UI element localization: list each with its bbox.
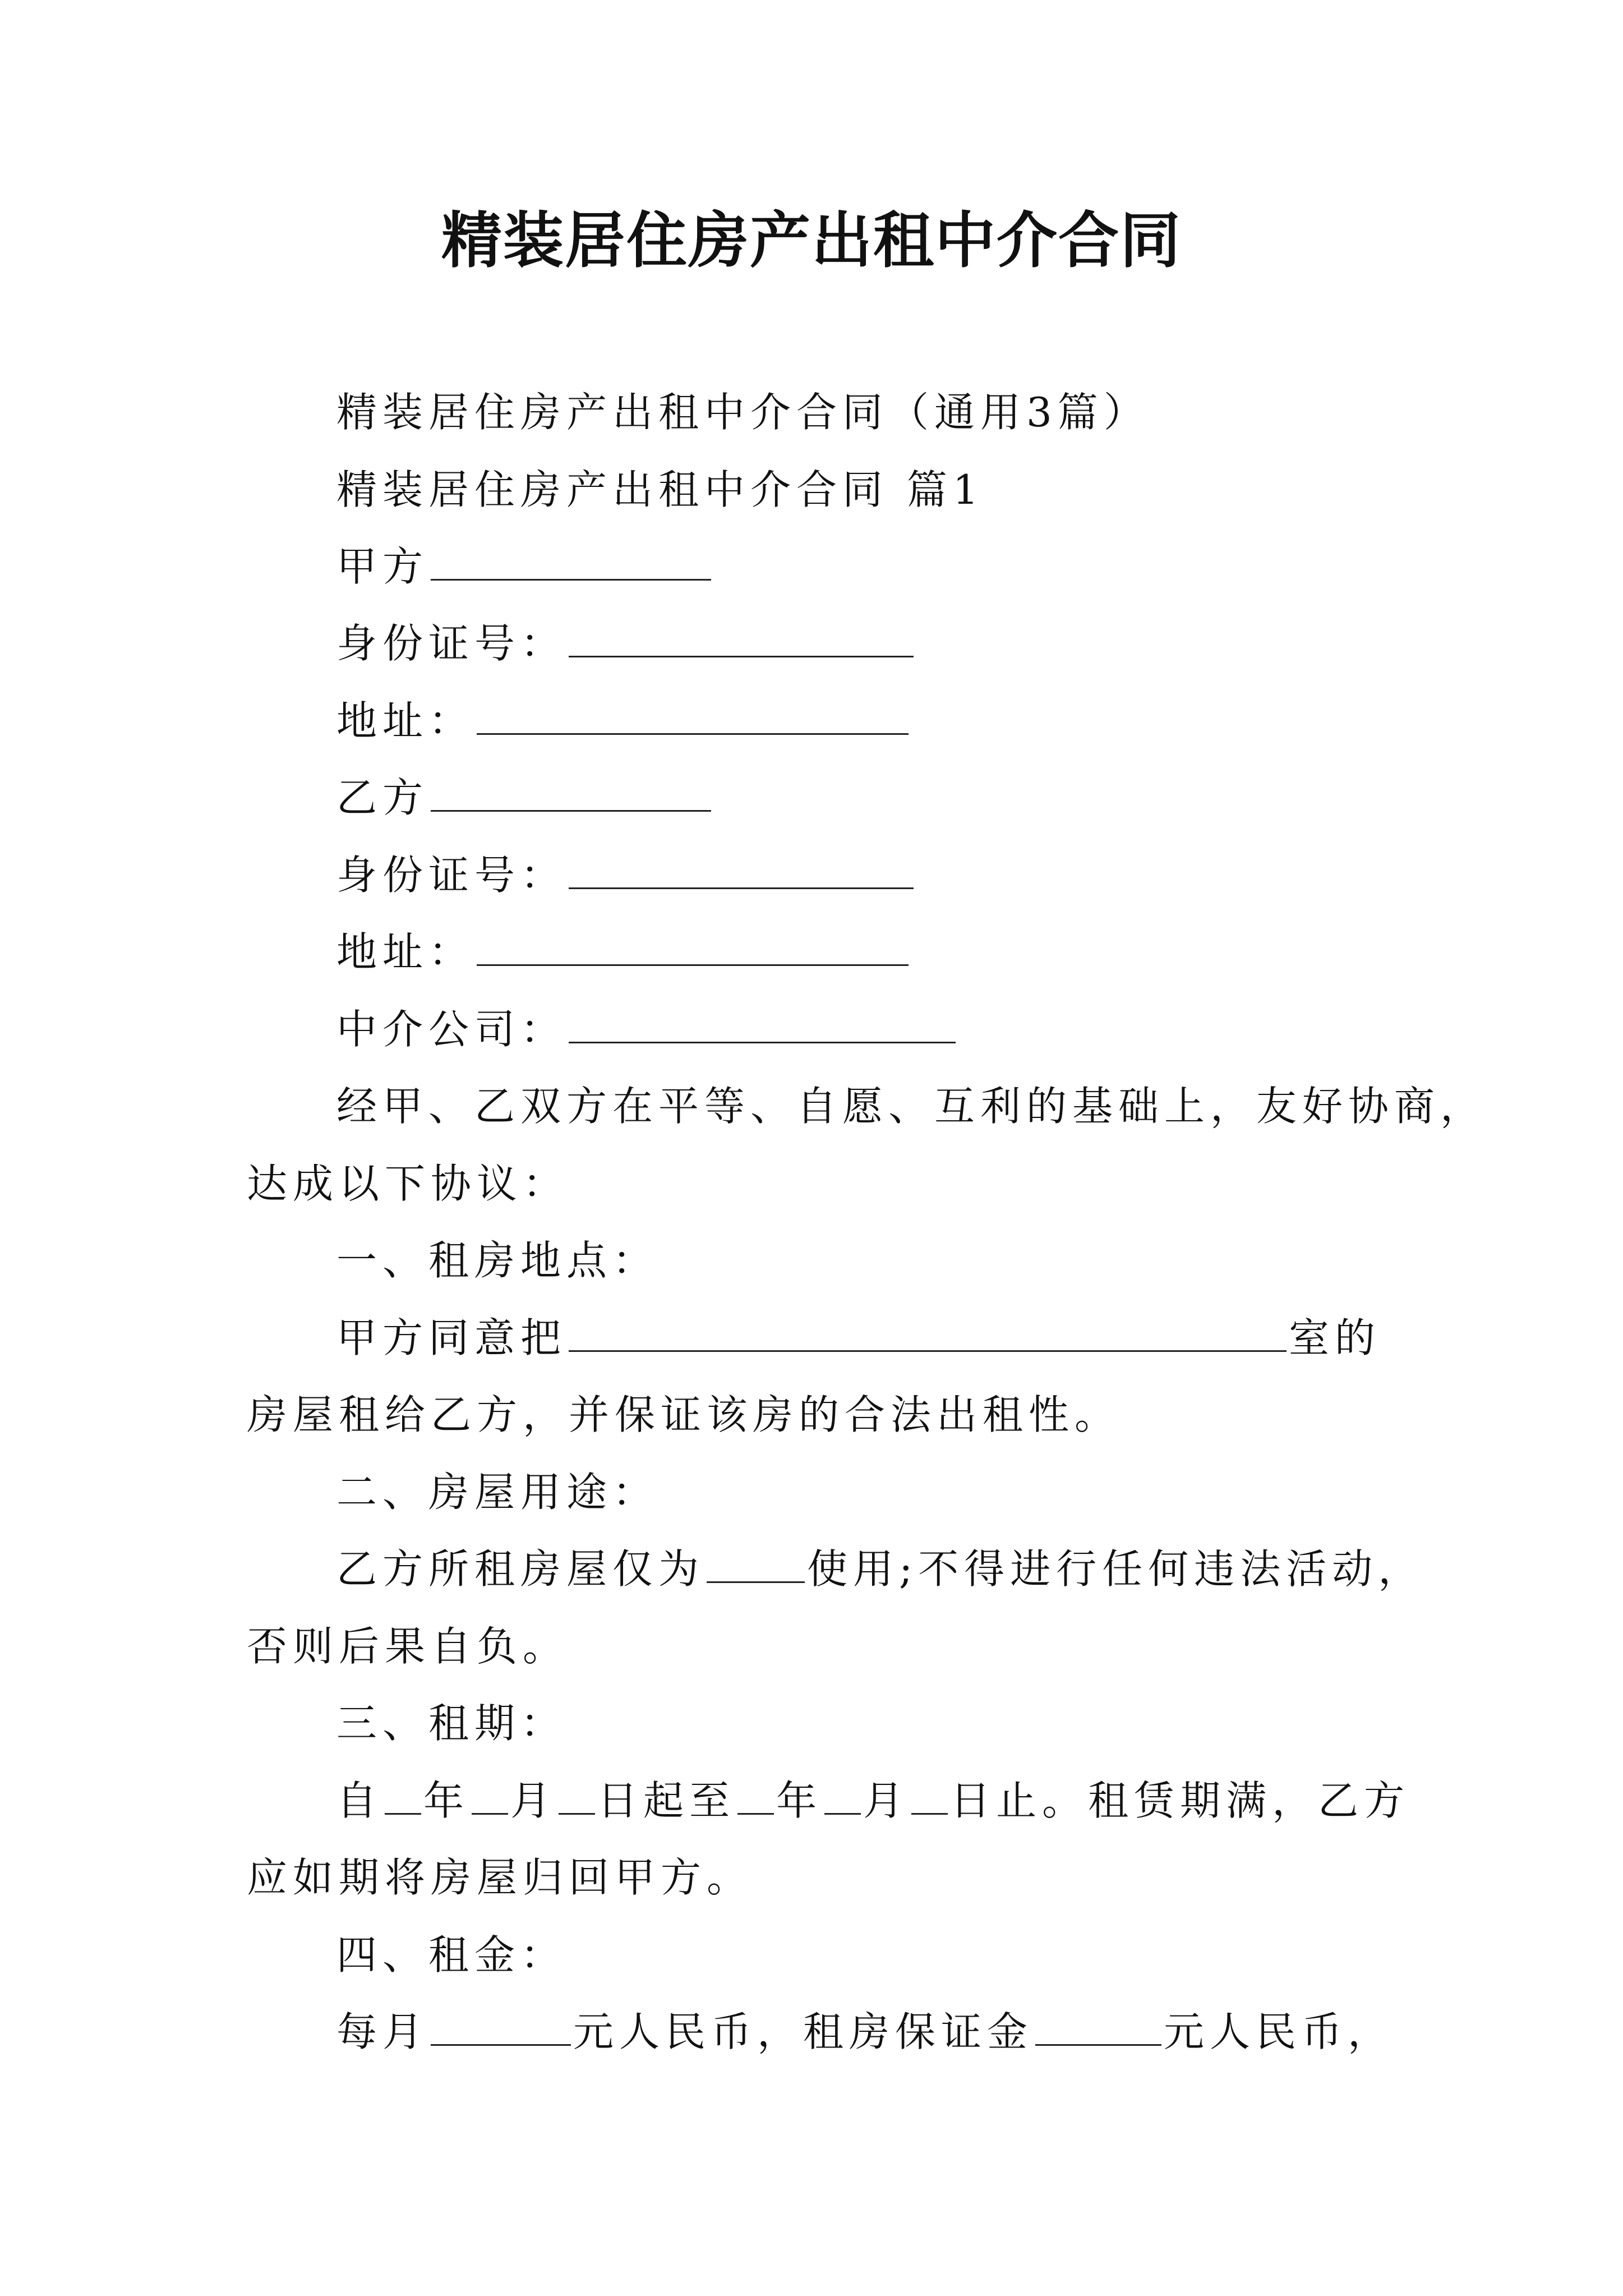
start-year-blank (385, 1774, 421, 1815)
monthly-rent-blank (431, 2005, 571, 2046)
party-b-id-blank (569, 848, 914, 889)
party-b-id-label: 身份证号： (336, 852, 567, 899)
party-a-id-label: 身份证号： (336, 620, 567, 667)
end-year-label: 年 (776, 1777, 823, 1824)
party-a-address-blank (477, 694, 909, 735)
usage-blank (707, 1542, 805, 1583)
monthly-rent-label: 每月 (336, 2008, 429, 2055)
clause-2-heading: 二、房屋用途： (336, 1469, 659, 1516)
clause-1-text-b: 室的 (1289, 1314, 1381, 1361)
agency-line (336, 1001, 958, 1057)
agency-blank (569, 1002, 956, 1043)
end-month-label: 月 (863, 1777, 910, 1824)
party-a-address-label: 地址： (336, 697, 475, 744)
clause-2-line-1 (336, 1541, 1424, 1597)
party-a-line (336, 539, 713, 595)
clause-4-line-1 (336, 2004, 1394, 2060)
start-month-label: 月 (510, 1777, 557, 1824)
party-b-blank (431, 771, 711, 812)
party-b-id-line (336, 847, 916, 903)
lease-from-label: 自 (336, 1777, 383, 1824)
subtitle-line: 精装居住房产出租中介合同（通用3篇） (336, 389, 1150, 436)
deposit-label: 元人民币，租房保证金 (573, 2008, 1034, 2055)
clause-1-heading: 一、租房地点： (336, 1237, 659, 1284)
clause-1-text-a: 甲方同意把 (336, 1314, 567, 1361)
clause-1-line-1 (336, 1310, 1381, 1366)
clause-3-heading: 三、租期： (336, 1700, 567, 1747)
party-a-id-line (336, 615, 916, 671)
end-year-blank (737, 1774, 774, 1815)
clause-2-text-a: 乙方所租房屋仅为 (336, 1545, 705, 1593)
clause-2-line-2: 否则后果自负。 (247, 1623, 569, 1670)
end-day-blank (911, 1774, 948, 1815)
party-b-line (336, 770, 713, 826)
clause-2-text-b: 使用;不得进行任何违法活动， (807, 1545, 1424, 1593)
section-heading: 精装居住房产出租中介合同 篇1 (336, 466, 984, 513)
party-b-address-line (336, 924, 911, 980)
agreement-intro-line-2: 达成以下协议： (247, 1160, 569, 1207)
clause-4-heading: 四、租金： (336, 1931, 567, 1978)
party-a-blank (431, 540, 711, 581)
room-blank (569, 1311, 1287, 1352)
party-a-label: 甲方 (336, 543, 429, 590)
end-month-blank (824, 1774, 861, 1815)
agency-label: 中介公司： (336, 1006, 567, 1053)
deposit-unit: 元人民币， (1164, 2008, 1394, 2055)
party-b-label: 乙方 (336, 774, 429, 821)
deposit-blank (1035, 2005, 1161, 2046)
start-month-blank (472, 1774, 508, 1815)
party-b-address-blank (477, 925, 909, 966)
party-a-address-line (336, 693, 911, 749)
lease-end-text: 日止。租赁期满，乙方 (950, 1777, 1410, 1824)
party-b-address-label: 地址： (336, 928, 475, 976)
clause-3-line-2: 应如期将房屋归回甲方。 (247, 1854, 753, 1901)
document-title: 精装居住房产出租中介合同 (441, 206, 1182, 276)
clause-1-line-2: 房屋租给乙方，并保证该房的合法出租性。 (247, 1391, 1121, 1438)
agreement-intro-line-1: 经甲、乙双方在平等、自愿、互利的基础上，友好协商， (336, 1083, 1487, 1130)
start-day-label: 日起至 (597, 1777, 736, 1824)
start-year-label: 年 (423, 1777, 470, 1824)
start-day-blank (559, 1774, 595, 1815)
party-a-id-blank (569, 616, 914, 657)
clause-3-line-1 (336, 1773, 1410, 1829)
